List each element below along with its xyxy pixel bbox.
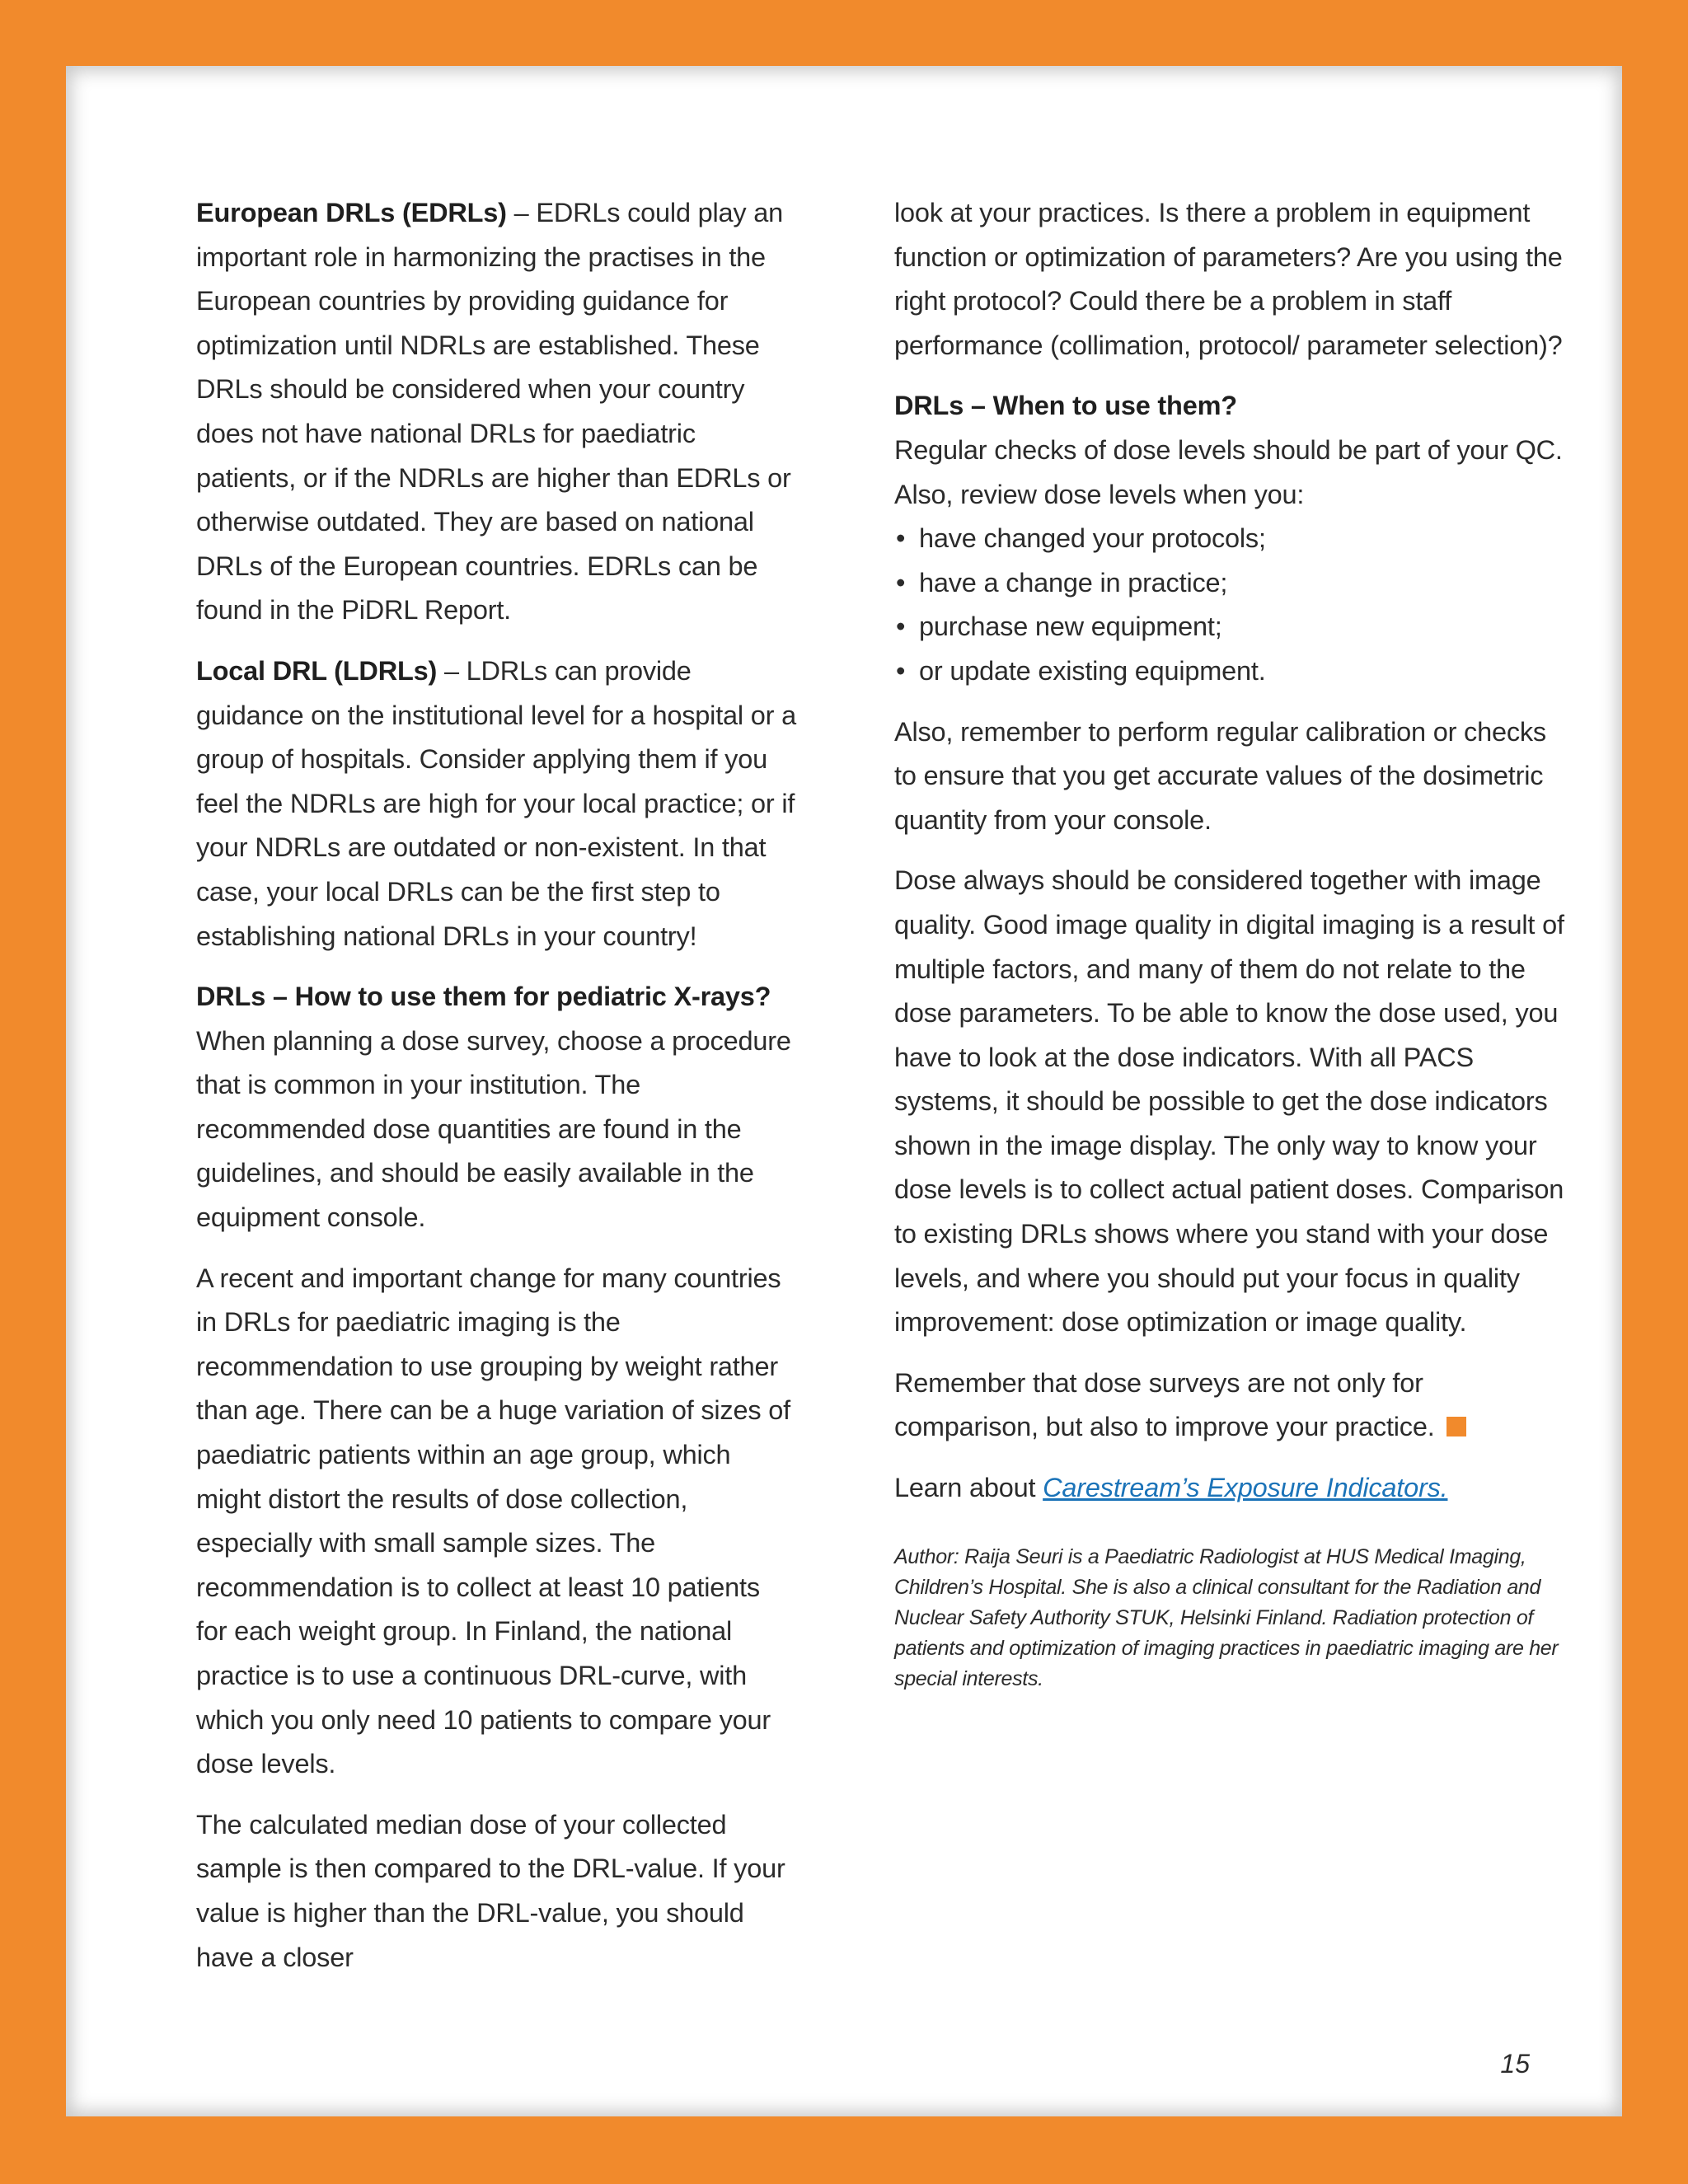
end-square-icon: [1447, 1417, 1466, 1436]
ldrl-paragraph: [196, 649, 798, 958]
list-item-text: have changed your protocols;: [919, 523, 1266, 554]
list-item-text: have a change in practice;: [919, 567, 1228, 598]
when-to-use-text: Regular checks of dose levels should be part of your QC. Also, review dose levels when you:: [894, 434, 1563, 509]
bullet-icon: •: [896, 567, 906, 598]
author-note: Author: Raija Seuri is a Paediatric Radiologist at HUS Medical Imaging, Children’s Hospital. She is also a clinical consultant for the Radiation and Nuclear Safety Authority STUK, Helsinki Finland. Radiation protection of patients and optimization of imaging practices in paediatric imaging are her special interests.: [894, 1544, 1559, 1690]
learn-prefix: Learn about: [894, 1473, 1043, 1503]
list-item: [894, 561, 1570, 606]
right-column: [894, 191, 1570, 1694]
learn-paragraph: [894, 1466, 1570, 1511]
list-item: [894, 517, 1570, 561]
when-to-use-heading: DRLs – When to use them?: [894, 391, 1237, 421]
remember-paragraph: [894, 1361, 1570, 1450]
list-item: [894, 649, 1570, 694]
bullet-icon: •: [896, 612, 906, 642]
calibration-paragraph: Also, remember to perform regular calibration or checks to ensure that you get accurate values of the dosimetric quantity from your console.: [894, 716, 1546, 835]
image-quality-paragraph: Dose always should be considered together with image quality. Good image quality in digital imaging is a result of multiple factors, and many of them do not relate to the dose parameters. To be able to know the dose used, you have to look at the dose indicators. With all PACS systems, it should be possible to get the dose indicators shown in the image display. The only way to know your dose levels is to collect actual patient doses. Comparison to existing DRLs shows where you stand with your dose levels, and where you should put your focus in quality improvement: dose optimization or image quality.: [894, 865, 1564, 1338]
edrl-term: European DRLs (EDRLs): [196, 198, 507, 227]
page: [66, 66, 1622, 2116]
page-number: 15: [1500, 2049, 1530, 2079]
bullet-icon: •: [896, 655, 906, 686]
median-dose-paragraph: The calculated median dose of your collected sample is then compared to the DRL-value. If your value is higher than the DRL-value, you should have a closer: [196, 1809, 785, 1972]
how-to-use-section: [196, 975, 798, 1240]
ldrl-term: Local DRL (LDRLs): [196, 655, 438, 686]
remember-text: Remember that dose surveys are not only for comparison, but also to improve your practice.: [894, 1367, 1435, 1442]
exposure-indicators-link[interactable]: Carestream’s Exposure Indicators.: [1043, 1473, 1448, 1503]
how-to-use-heading: DRLs – How to use them for pediatric X-rays?: [196, 982, 771, 1012]
review-list: [894, 517, 1570, 693]
edrl-text: – EDRLs could play an important role in harmonizing the practises in the European countries by providing guidance for optimization until NDRLs are established. These DRLs should be considered when your country does not have national DRLs for paediatric patients, or if the NDRLs are higher than EDRLs or otherwise outdated. They are based on national DRLs of the European countries. EDRLs can be found in the PiDRL Report.: [196, 198, 791, 626]
bullet-icon: •: [896, 523, 906, 554]
when-to-use-section: [894, 384, 1570, 517]
ldrl-text: – LDRLs can provide guidance on the institutional level for a hospital or a group of hospitals. Consider applying them if you feel the NDRLs are high for your local practice; or if your NDRLs are outdated or non-existent. In that case, your local DRLs can be the first step to establishing national DRLs in your country!: [196, 655, 796, 951]
how-to-use-text: When planning a dose survey, choose a procedure that is common in your institution. The recommended dose quantities are found in the guidelines, and should be easily available in the equipment console.: [196, 1025, 791, 1233]
list-item-text: or update existing equipment.: [919, 655, 1266, 686]
edrl-paragraph: [196, 191, 798, 633]
weight-grouping-paragraph: A recent and important change for many countries in DRLs for paediatric imaging is the recommendation to use grouping by weight rather than age. There can be a huge variation of sizes of paediatric patients within an age group, which might distort the results of dose collection, especially with small sample sizes. The recommendation is to collect at least 10 patients for each weight group. In Finland, the national practice is to use a continuous DRL-curve, with which you only need 10 patients to compare your dose levels.: [196, 1263, 790, 1779]
continuation-paragraph: look at your practices. Is there a problem in equipment function or optimization of parameters? Are you using the right protocol? Could there be a problem in staff performance (collimation, protocol/ parameter selection)?: [894, 198, 1563, 360]
list-item: [894, 605, 1570, 649]
left-column: [196, 191, 798, 1996]
list-item-text: purchase new equipment;: [919, 612, 1222, 642]
